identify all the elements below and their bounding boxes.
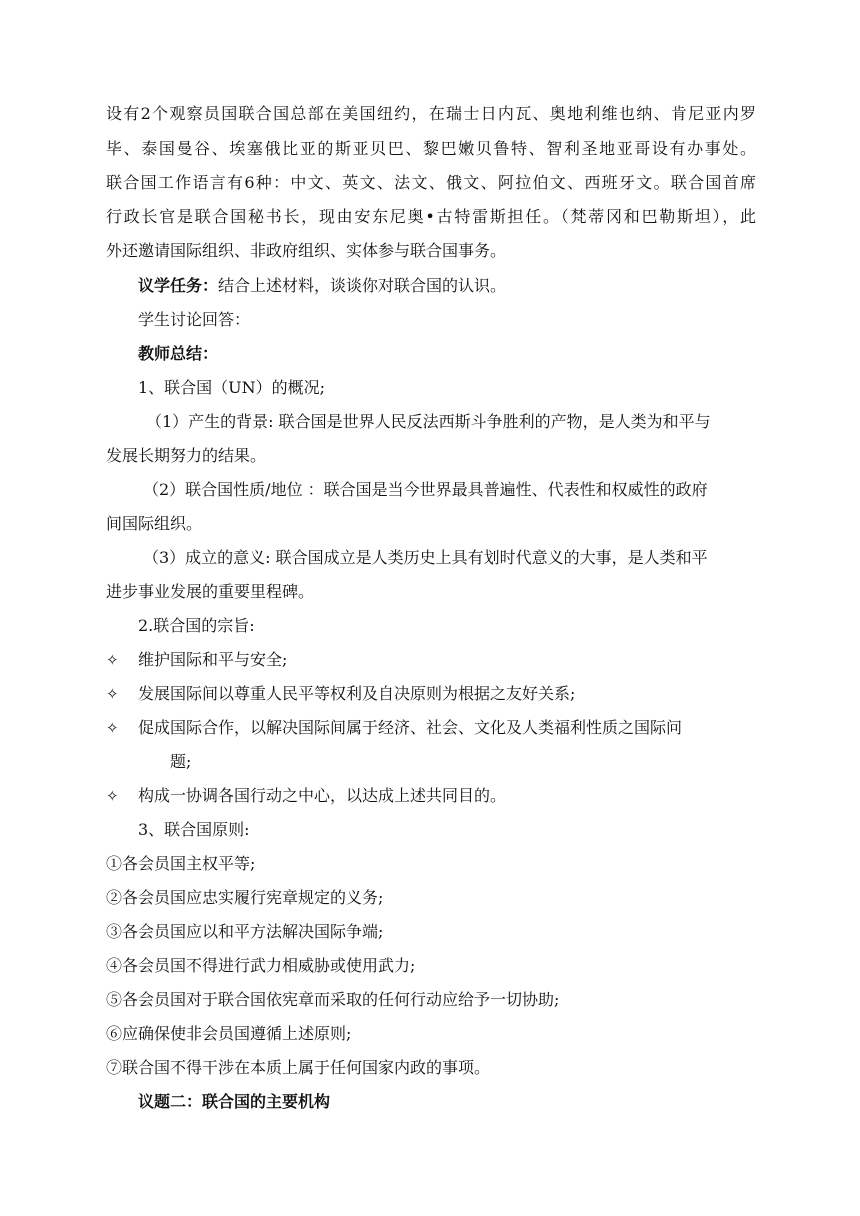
section1-p1-line2: 发展长期努力的结果。 — [106, 446, 267, 465]
discussion-line: 学生讨论回答： — [138, 310, 251, 329]
principle-item: ⑦联合国不得干涉在本质上属于任何国家内政的事项。 — [106, 1058, 491, 1077]
principle-item: ⑤各会员国对于联合国依宪章而采取的任何行动应给予一切协助; — [106, 990, 560, 1009]
task-label: 议学任务： — [138, 276, 219, 295]
purpose-item: 发展国际间以尊重人民平等权利及自决原则为根据之友好关系; — [138, 684, 576, 703]
principle-item: ③各会员国应以和平方法解决国际争端; — [106, 922, 384, 941]
principle-item: ②各会员国应忠实履行宪章规定的义务; — [106, 888, 384, 907]
diamond-bullet-icon: ✧ — [106, 651, 119, 669]
purpose-item-continuation: 题; — [170, 752, 192, 771]
section1-p2-line2: 间国际组织。 — [106, 514, 203, 533]
section1-p3-line2: 进步事业发展的重要里程碑。 — [106, 582, 315, 601]
purpose-item: 维护国际和平与安全; — [138, 650, 288, 669]
principle-item: ④各会员国不得进行武力相威胁或使用武力; — [106, 956, 416, 975]
section1-title: 1、联合国（UN）的概况; — [138, 378, 326, 397]
intro-line: 行政长官是联合国秘书长，现由安东尼奥•古特雷斯担任。（梵蒂冈和巴勒斯坦），此 — [106, 207, 756, 226]
section1-p2-line1: （2）联合国性质/地位 ：联合国是当今世界最具普遍性、代表性和权威性的政府 — [143, 480, 708, 499]
section1-p1-line1: （1）产生的背景: 联合国是世界人民反法西斯斗争胜利的产物，是人类为和平与 — [146, 412, 711, 431]
diamond-bullet-icon: ✧ — [106, 719, 119, 737]
topic-two-heading: 议题二：联合国的主要机构 — [138, 1092, 331, 1111]
principle-item: ⑥应确保使非会员国遵循上述原则; — [106, 1024, 352, 1043]
task-text: 结合上述材料，谈谈你对联合国的认识。 — [218, 276, 507, 295]
principle-item: ①各会员国主权平等; — [106, 854, 256, 873]
section3-title: 3、联合国原则: — [138, 820, 250, 839]
purpose-item: 促成国际合作，以解决国际间属于经济、社会、文化及人类福利性质之国际问 — [138, 718, 683, 737]
summary-heading: 教师总结： — [138, 344, 219, 363]
section1-p3-line1: （3）成立的意义: 联合国成立是人类历史上具有划时代意义的大事，是人类和平 — [143, 548, 708, 567]
task-paragraph — [138, 276, 506, 296]
purpose-item: 构成一协调各国行动之中心，以达成上述共同目的。 — [138, 786, 507, 805]
diamond-bullet-icon: ✧ — [106, 685, 119, 703]
section2-title: 2.联合国的宗旨: — [138, 616, 255, 635]
diamond-bullet-icon: ✧ — [106, 787, 119, 805]
intro-line: 设有2个观察员国联合国总部在美国纽约，在瑞士日内瓦、奥地利维也纳、肯尼亚内罗 — [106, 104, 756, 123]
intro-line: 毕、泰国曼谷、埃塞俄比亚的斯亚贝巴、黎巴嫩贝鲁特、智利圣地亚哥设有办事处。 — [106, 139, 756, 158]
intro-line: 外还邀请国际组织、非政府组织、实体参与联合国事务。 — [106, 241, 507, 260]
intro-line: 联合国工作语言有6种：中文、英文、法文、俄文、阿拉伯文、西班牙文。联合国首席 — [106, 173, 756, 192]
